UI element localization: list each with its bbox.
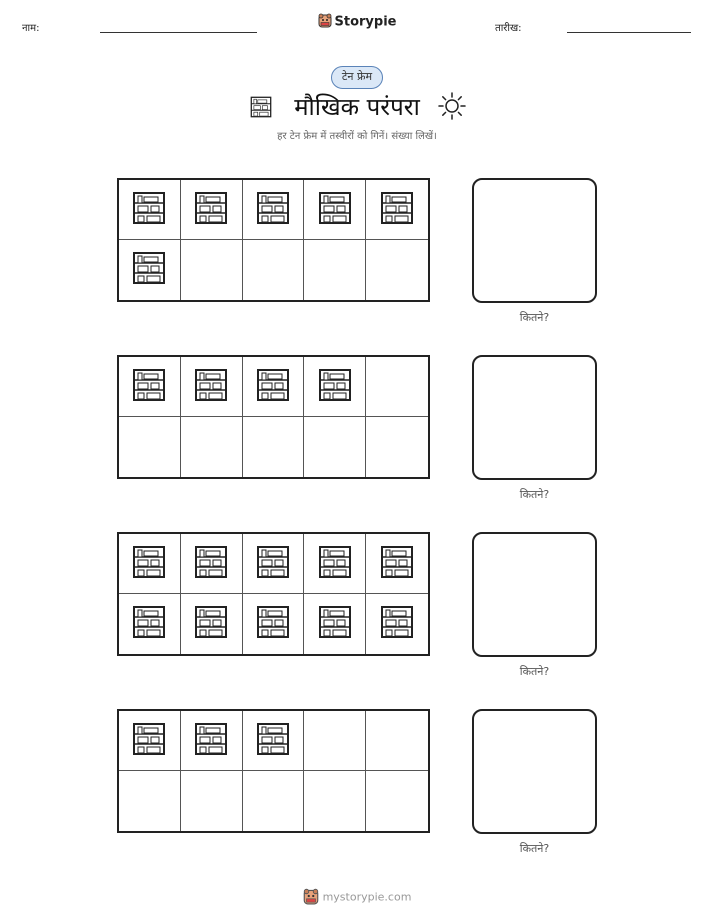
ten-frame-1: [117, 178, 430, 302]
ten-frame-cell: [243, 534, 305, 594]
answer-label-3: कितने?: [519, 665, 550, 678]
bookshelf-icon: [318, 191, 352, 229]
ten-frame-cell: [243, 240, 305, 300]
ten-frame-cell: [304, 534, 366, 594]
bookshelf-icon: [256, 722, 290, 760]
ten-frame-cell: [304, 771, 366, 831]
ten-frame-cell: [366, 594, 428, 654]
bookshelf-icon: [132, 251, 166, 289]
ten-frame-cell: [119, 594, 181, 654]
ten-frame-cell: [304, 711, 366, 771]
bookshelf-icon: [132, 191, 166, 229]
brand-name: Storypie: [334, 14, 397, 30]
ten-frame-cell: [181, 594, 243, 654]
answer-label-1: कितने?: [519, 311, 550, 324]
ten-frame-cell: [304, 180, 366, 240]
ten-frame-cell: [366, 180, 428, 240]
bookshelf-icon: [380, 605, 414, 643]
answer-box-1[interactable]: [472, 178, 597, 303]
storypie-logo-icon: [318, 12, 332, 32]
ten-frame-cell: [181, 357, 243, 417]
bookshelf-icon: [318, 605, 352, 643]
ten-frame-cell: [243, 711, 305, 771]
answer-label-4: कितने?: [519, 842, 550, 855]
ten-frame-3: [117, 532, 430, 656]
bookshelf-icon: [256, 191, 290, 229]
ten-frame-cell: [181, 417, 243, 477]
answer-box-4[interactable]: [472, 709, 597, 834]
footer-url: mystorypie.com: [322, 890, 412, 904]
ten-frame-cell: [304, 240, 366, 300]
ten-frame-cell: [119, 417, 181, 477]
ten-frame-cell: [366, 534, 428, 594]
ten-frame-cell: [366, 771, 428, 831]
bookshelf-icon: [318, 545, 352, 583]
ten-frame-cell: [243, 417, 305, 477]
ten-frame-cell: [181, 180, 243, 240]
ten-frame-cell: [304, 357, 366, 417]
ten-frame-cell: [366, 711, 428, 771]
ten-frame-cell: [366, 357, 428, 417]
bookshelf-icon: [194, 722, 228, 760]
name-line[interactable]: [100, 32, 257, 33]
brand: [0, 12, 714, 32]
name-label: नाम:: [22, 23, 40, 34]
answer-box-3[interactable]: [472, 532, 597, 657]
ten-frame-cell: [243, 180, 305, 240]
ten-frame-cell: [243, 357, 305, 417]
ten-frame-cell: [243, 594, 305, 654]
bookshelf-icon: [318, 368, 352, 406]
topic-badge: टेन फ्रेम: [331, 66, 383, 89]
bookshelf-icon: [132, 605, 166, 643]
ten-frame-cell: [119, 711, 181, 771]
ten-frame-cell: [304, 417, 366, 477]
bookshelf-icon: [194, 605, 228, 643]
ten-frame-cell: [119, 357, 181, 417]
answer-box-2[interactable]: [472, 355, 597, 480]
bookshelf-icon: [256, 545, 290, 583]
ten-frame-2: [117, 355, 430, 479]
date-line[interactable]: [567, 32, 691, 33]
bookshelf-icon: [132, 545, 166, 583]
ten-frame-cell: [181, 240, 243, 300]
bookshelf-icon: [256, 368, 290, 406]
ten-frame-cell: [304, 594, 366, 654]
footer: [0, 887, 714, 908]
ten-frame-cell: [366, 240, 428, 300]
answer-label-2: कितने?: [519, 488, 550, 501]
bookshelf-icon: [132, 368, 166, 406]
page-title: मौखिक परंपरा: [294, 93, 420, 121]
bookshelf-icon: [256, 605, 290, 643]
instructions: हर टेन फ्रेम में तस्वीरों को गिनें। संख्या लिखें।: [277, 131, 437, 142]
ten-frame-cell: [181, 711, 243, 771]
storypie-logo-icon: [303, 887, 319, 908]
ten-frame-cell: [119, 180, 181, 240]
ten-frame-cell: [119, 771, 181, 831]
bookshelf-icon: [380, 545, 414, 583]
sun-icon: [438, 92, 466, 124]
ten-frame-cell: [119, 240, 181, 300]
ten-frame-4: [117, 709, 430, 833]
ten-frame-cell: [243, 771, 305, 831]
ten-frame-cell: [181, 534, 243, 594]
bookshelf-icon: [194, 191, 228, 229]
ten-frame-cell: [119, 534, 181, 594]
bookshelf-icon: [194, 545, 228, 583]
bookshelf-icon: [132, 722, 166, 760]
bookshelf-icon: [380, 191, 414, 229]
ten-frame-cell: [366, 417, 428, 477]
ten-frame-cell: [181, 771, 243, 831]
date-label: तारीख:: [495, 23, 522, 34]
bookshelf-icon: [194, 368, 228, 406]
